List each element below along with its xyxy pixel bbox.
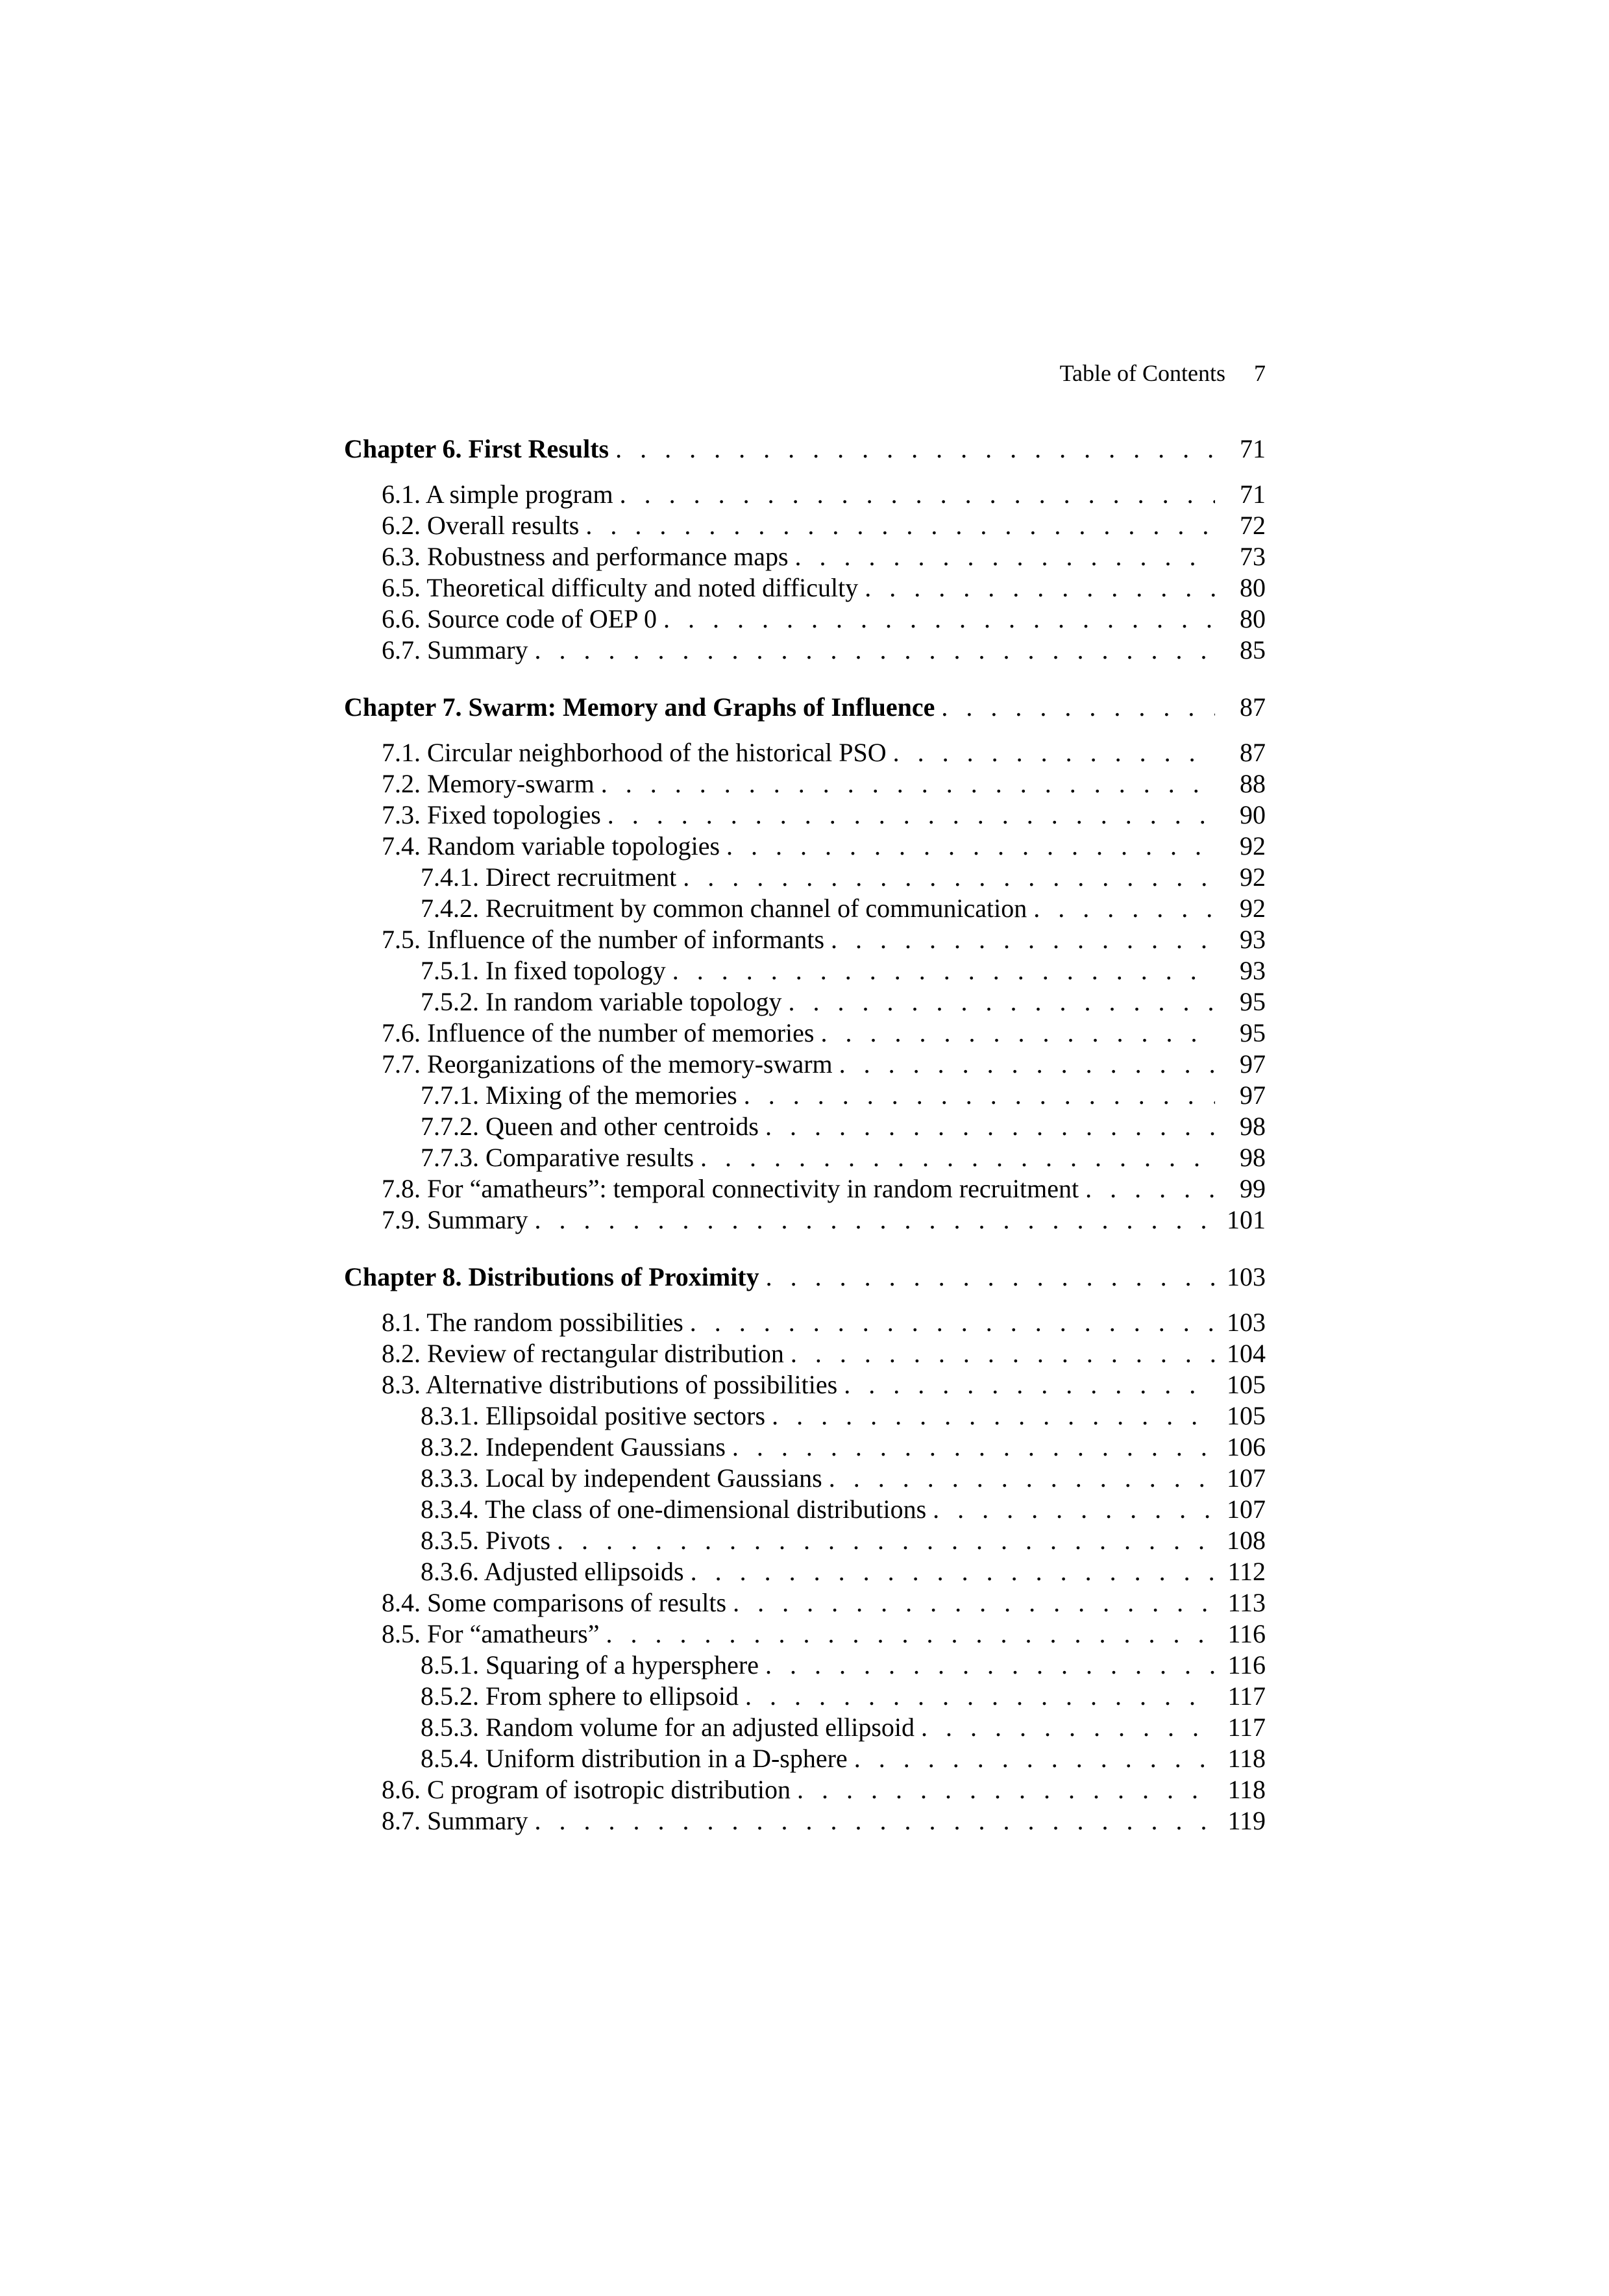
toc-entry-label: 6.3. Robustness and performance maps bbox=[382, 542, 789, 571]
table-of-contents bbox=[344, 434, 1266, 1837]
toc-dot-leader bbox=[615, 434, 1215, 465]
toc-entry-label: 8.5.3. Random volume for an adjusted ellipsoid bbox=[421, 1713, 915, 1742]
toc-entry-label: 7.4. Random variable topologies bbox=[382, 831, 720, 861]
toc-entry-label: 7.5.1. In fixed topology bbox=[421, 956, 666, 985]
toc-entry-label: 8.3.4. The class of one-dimensional distributions bbox=[421, 1495, 927, 1524]
toc-entry-label: 7.9. Summary bbox=[382, 1205, 528, 1234]
toc-dot-leader bbox=[745, 1681, 1215, 1712]
toc-section-entry bbox=[344, 1494, 1266, 1525]
toc-entry-page: 73 bbox=[1240, 542, 1266, 571]
toc-entry-label: 8.3.1. Ellipsoidal positive sectors bbox=[421, 1401, 766, 1430]
toc-dot-leader bbox=[1033, 893, 1215, 924]
toc-section-entry bbox=[344, 1307, 1266, 1338]
toc-entry-label: 6.5. Theoretical difficulty and noted difficulty bbox=[382, 573, 859, 602]
toc-entry-page: 95 bbox=[1240, 987, 1266, 1016]
toc-entry-page: 101 bbox=[1227, 1205, 1266, 1234]
toc-section-entry bbox=[344, 831, 1266, 862]
toc-section-entry bbox=[344, 862, 1266, 893]
toc-entry-label: 8.5.1. Squaring of a hypersphere bbox=[421, 1650, 759, 1679]
toc-entry-page: 117 bbox=[1227, 1681, 1266, 1711]
page-number: 7 bbox=[1254, 360, 1266, 386]
toc-dot-leader bbox=[663, 604, 1215, 635]
toc-dot-leader bbox=[765, 1650, 1215, 1681]
toc-entry-page: 80 bbox=[1240, 604, 1266, 633]
toc-entry-page: 105 bbox=[1227, 1401, 1266, 1430]
toc-dot-leader bbox=[733, 1587, 1215, 1618]
toc-section-entry bbox=[344, 1338, 1266, 1369]
toc-section-entry bbox=[344, 1369, 1266, 1400]
toc-entry-page: 97 bbox=[1240, 1049, 1266, 1079]
toc-entry-label: 7.2. Memory-swarm bbox=[382, 769, 595, 798]
toc-entry-page: 105 bbox=[1227, 1370, 1266, 1399]
toc-dot-leader bbox=[839, 1049, 1215, 1080]
toc-entry-label: 8.5.4. Uniform distribution in a D-sphere bbox=[421, 1744, 848, 1773]
toc-dot-leader bbox=[691, 1556, 1215, 1587]
toc-section-entry bbox=[344, 1587, 1266, 1618]
toc-section-entry bbox=[344, 1556, 1266, 1587]
toc-entry-label: 6.6. Source code of OEP 0 bbox=[382, 604, 657, 633]
toc-section-entry bbox=[344, 800, 1266, 831]
toc-entry-label: 7.4.2. Recruitment by common channel of communication bbox=[421, 894, 1027, 923]
toc-entry-page: 104 bbox=[1227, 1339, 1266, 1368]
toc-entry-label: 6.7. Summary bbox=[382, 635, 528, 665]
toc-section-entry bbox=[344, 737, 1266, 768]
toc-dot-leader bbox=[921, 1712, 1215, 1743]
toc-entry-page: 103 bbox=[1227, 1262, 1266, 1291]
toc-entry-label: 8.5.2. From sphere to ellipsoid bbox=[421, 1681, 739, 1711]
toc-entry-page: 117 bbox=[1227, 1713, 1266, 1742]
toc-entry-label: Chapter 8. Distributions of Proximity bbox=[344, 1262, 759, 1291]
toc-entry-page: 108 bbox=[1227, 1526, 1266, 1555]
toc-entry-label: Chapter 7. Swarm: Memory and Graphs of Influence bbox=[344, 692, 935, 722]
toc-section-entry bbox=[344, 572, 1266, 604]
toc-entry-label: 7.6. Influence of the number of memories bbox=[382, 1018, 815, 1047]
toc-dot-leader bbox=[893, 737, 1215, 768]
toc-dot-leader bbox=[766, 1262, 1215, 1293]
toc-section-entry bbox=[344, 1712, 1266, 1743]
toc-entry-label: 8.2. Review of rectangular distribution bbox=[382, 1339, 784, 1368]
toc-entry-page: 118 bbox=[1227, 1775, 1266, 1804]
toc-entry-label: 7.7.3. Comparative results bbox=[421, 1143, 694, 1172]
toc-section-entry bbox=[344, 924, 1266, 955]
toc-entry-label: 8.3.5. Pivots bbox=[421, 1526, 551, 1555]
toc-entry-label: 7.3. Fixed topologies bbox=[382, 800, 601, 829]
toc-chapter-entry bbox=[344, 1262, 1266, 1293]
toc-entry-page: 116 bbox=[1227, 1619, 1266, 1648]
toc-section-entry bbox=[344, 893, 1266, 924]
toc-dot-leader bbox=[854, 1743, 1215, 1774]
toc-dot-leader bbox=[535, 635, 1215, 666]
toc-section-entry bbox=[344, 1463, 1266, 1494]
toc-section-entry bbox=[344, 635, 1266, 666]
toc-entry-page: 119 bbox=[1227, 1806, 1266, 1835]
toc-section-entry bbox=[344, 1681, 1266, 1712]
toc-entry-page: 95 bbox=[1240, 1018, 1266, 1047]
toc-entry-page: 87 bbox=[1240, 692, 1266, 722]
toc-entry-page: 112 bbox=[1227, 1557, 1266, 1586]
toc-entry-label: 8.4. Some comparisons of results bbox=[382, 1588, 727, 1617]
toc-entry-page: 92 bbox=[1240, 831, 1266, 861]
toc-dot-leader bbox=[608, 800, 1215, 831]
toc-dot-leader bbox=[732, 1432, 1215, 1463]
toc-entry-label: 7.8. For “amatheurs”: temporal connectivity in random recruitment bbox=[382, 1174, 1079, 1203]
toc-entry-label: 7.1. Circular neighborhood of the historical PSO bbox=[382, 738, 887, 767]
toc-entry-page: 92 bbox=[1240, 894, 1266, 923]
toc-dot-leader bbox=[1085, 1173, 1215, 1204]
toc-dot-leader bbox=[789, 986, 1215, 1018]
toc-dot-leader bbox=[620, 479, 1215, 510]
toc-entry-page: 88 bbox=[1240, 769, 1266, 798]
toc-dot-leader bbox=[820, 1018, 1215, 1049]
toc-entry-page: 93 bbox=[1240, 925, 1266, 954]
toc-entry-label: 7.5.2. In random variable topology bbox=[421, 987, 782, 1016]
toc-entry-page: 98 bbox=[1240, 1112, 1266, 1141]
toc-entry-label: 8.5. For “amatheurs” bbox=[382, 1619, 600, 1648]
toc-section-entry bbox=[344, 1525, 1266, 1556]
toc-entry-page: 103 bbox=[1227, 1308, 1266, 1337]
toc-entry-label: 8.6. C program of isotropic distribution bbox=[382, 1775, 791, 1804]
toc-entry-page: 99 bbox=[1240, 1174, 1266, 1203]
toc-entry-page: 107 bbox=[1227, 1495, 1266, 1524]
toc-section-entry bbox=[344, 541, 1266, 572]
running-header bbox=[344, 357, 1266, 389]
toc-dot-leader bbox=[797, 1774, 1215, 1805]
toc-entry-page: 92 bbox=[1240, 862, 1266, 892]
toc-entry-page: 93 bbox=[1240, 956, 1266, 985]
toc-section-entry bbox=[344, 1432, 1266, 1463]
toc-entry-page: 106 bbox=[1227, 1432, 1266, 1461]
toc-section-entry bbox=[344, 479, 1266, 510]
toc-section-entry bbox=[344, 1805, 1266, 1837]
toc-section-entry bbox=[344, 955, 1266, 986]
toc-dot-leader bbox=[765, 1111, 1215, 1142]
toc-dot-leader bbox=[865, 572, 1215, 604]
toc-entry-label: 7.7.1. Mixing of the memories bbox=[421, 1081, 737, 1110]
toc-section-entry bbox=[344, 1080, 1266, 1111]
toc-entry-page: 87 bbox=[1240, 738, 1266, 767]
toc-dot-leader bbox=[601, 768, 1215, 800]
toc-dot-leader bbox=[535, 1805, 1215, 1837]
toc-entry-page: 71 bbox=[1240, 434, 1266, 463]
toc-entry-label: 7.7.2. Queen and other centroids bbox=[421, 1112, 759, 1141]
toc-dot-leader bbox=[606, 1618, 1215, 1650]
toc-section-entry bbox=[344, 1400, 1266, 1432]
toc-dot-leader bbox=[557, 1525, 1215, 1556]
toc-section-entry bbox=[344, 510, 1266, 541]
toc-entry-page: 113 bbox=[1227, 1588, 1266, 1617]
toc-entry-label: Chapter 6. First Results bbox=[344, 434, 609, 463]
toc-entry-page: 116 bbox=[1227, 1650, 1266, 1679]
toc-entry-page: 80 bbox=[1240, 573, 1266, 602]
toc-dot-leader bbox=[791, 1338, 1215, 1369]
toc-entry-page: 85 bbox=[1240, 635, 1266, 665]
toc-dot-leader bbox=[585, 510, 1215, 541]
toc-dot-leader bbox=[672, 955, 1215, 986]
toc-section-entry bbox=[344, 986, 1266, 1018]
toc-entry-label: 6.2. Overall results bbox=[382, 511, 580, 540]
toc-section-entry bbox=[344, 1111, 1266, 1142]
toc-section-entry bbox=[344, 1650, 1266, 1681]
toc-dot-leader bbox=[844, 1369, 1215, 1400]
toc-dot-leader bbox=[700, 1142, 1215, 1173]
toc-section-entry bbox=[344, 604, 1266, 635]
toc-entry-label: 7.7. Reorganizations of the memory-swarm bbox=[382, 1049, 833, 1079]
toc-entry-label: 8.3.6. Adjusted ellipsoids bbox=[421, 1557, 684, 1586]
toc-section-entry bbox=[344, 1774, 1266, 1805]
toc-dot-leader bbox=[829, 1463, 1215, 1494]
toc-dot-leader bbox=[683, 862, 1215, 893]
toc-section-entry bbox=[344, 1018, 1266, 1049]
toc-dot-leader bbox=[941, 692, 1215, 723]
toc-dot-leader bbox=[772, 1400, 1215, 1432]
toc-section-entry bbox=[344, 1049, 1266, 1080]
toc-section-entry bbox=[344, 1618, 1266, 1650]
toc-entry-page: 97 bbox=[1240, 1081, 1266, 1110]
toc-entry-page: 118 bbox=[1227, 1744, 1266, 1773]
toc-entry-page: 72 bbox=[1240, 511, 1266, 540]
toc-entry-label: 8.3. Alternative distributions of possibilities bbox=[382, 1370, 838, 1399]
toc-entry-page: 107 bbox=[1227, 1463, 1266, 1493]
toc-entry-label: 7.4.1. Direct recruitment bbox=[421, 862, 677, 892]
toc-entry-label: 8.3.2. Independent Gaussians bbox=[421, 1432, 726, 1461]
toc-section-entry bbox=[344, 1173, 1266, 1204]
toc-entry-page: 71 bbox=[1240, 480, 1266, 509]
toc-chapter-entry bbox=[344, 692, 1266, 723]
toc-entry-label: 7.5. Influence of the number of informants bbox=[382, 925, 825, 954]
toc-section-entry bbox=[344, 1743, 1266, 1774]
toc-dot-leader bbox=[933, 1494, 1215, 1525]
toc-entry-page: 98 bbox=[1240, 1143, 1266, 1172]
toc-dot-leader bbox=[690, 1307, 1215, 1338]
toc-entry-label: 8.1. The random possibilities bbox=[382, 1308, 683, 1337]
toc-dot-leader bbox=[726, 831, 1215, 862]
toc-dot-leader bbox=[535, 1204, 1215, 1236]
toc-dot-leader bbox=[831, 924, 1215, 955]
toc-dot-leader bbox=[795, 541, 1215, 572]
toc-chapter-entry bbox=[344, 434, 1266, 465]
running-header-title: Table of Contents bbox=[1059, 360, 1225, 386]
toc-section-entry bbox=[344, 768, 1266, 800]
toc-section-entry bbox=[344, 1204, 1266, 1236]
toc-section-entry bbox=[344, 1142, 1266, 1173]
toc-dot-leader bbox=[744, 1080, 1215, 1111]
toc-entry-page: 90 bbox=[1240, 800, 1266, 829]
toc-entry-label: 6.1. A simple program bbox=[382, 480, 613, 509]
toc-entry-label: 8.3.3. Local by independent Gaussians bbox=[421, 1463, 822, 1493]
toc-entry-label: 8.7. Summary bbox=[382, 1806, 528, 1835]
